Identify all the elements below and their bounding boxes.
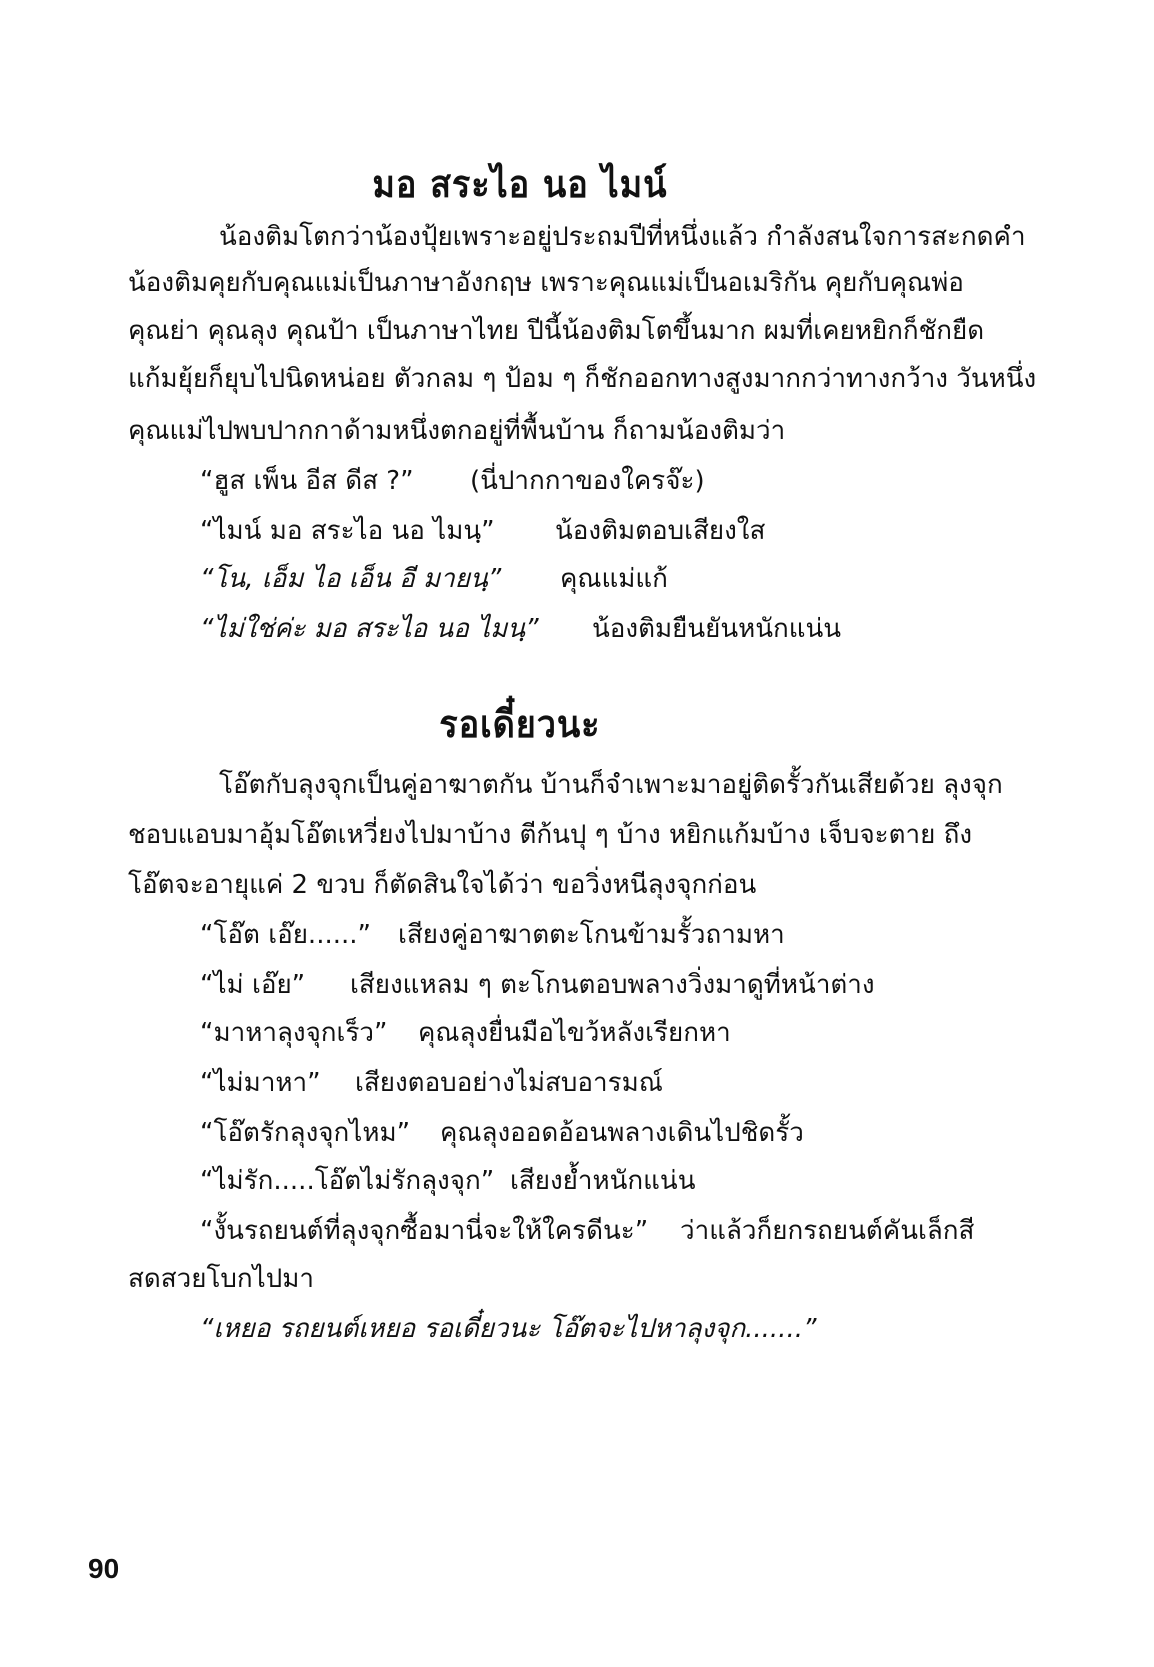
dialogue-reply: เสียงคู่อาฆาตตะโกนข้ามรั้วถามหา xyxy=(398,920,785,950)
dialogue-quote: “โอ๊ตรักลุงจุกไหม” xyxy=(200,1118,411,1148)
dialogue-reply: ว่าแล้วก็ยกรถยนต์คันเล็กสี xyxy=(680,1216,975,1246)
dialogue-reply: น้องติมยืนยันหนักแน่น xyxy=(592,614,842,644)
dialogue-quote: “ฮูส เพ็น อีส ดีส ?” xyxy=(200,466,414,496)
paragraph-line: คุณแม่ไปพบปากกาด้ามหนึ่งตกอยู่ที่พื้นบ้าน ก็ถามน้องติมว่า xyxy=(128,416,786,446)
dialogue-reply: คุณแม่แก้ xyxy=(560,564,668,594)
dialogue-reply: เสียงตอบอย่างไม่สบอารมณ์ xyxy=(355,1068,663,1098)
section-title-2: รอเดี๋ยวนะ xyxy=(439,702,601,746)
paragraph-line: น้องติมคุยกับคุณแม่เป็นภาษาอังกฤษ เพราะคุณแม่เป็นอเมริกัน คุยกับคุณพ่อ xyxy=(128,268,964,298)
dialogue-quote: “โน, เอ็ม ไอ เอ็น อี มายนฺ” xyxy=(200,564,502,594)
final-quote: “เหยอ รถยนต์เหยอ รอเดี๋ยวนะ โอ๊ตจะไปหาลุงจุก.......” xyxy=(200,1314,817,1344)
paragraph-line: ชอบแอบมาอุ้มโอ๊ตเหวี่ยงไปมาบ้าง ตีก้นปุ ๆ บ้าง หยิกแก้มบ้าง เจ็บจะตาย ถึง xyxy=(128,820,973,850)
dialogue-reply: (นี่ปากกาของใครจ๊ะ) xyxy=(470,466,705,496)
dialogue-reply: น้องติมตอบเสียงใส xyxy=(555,516,766,546)
dialogue-reply: เสียงย้ำหนักแน่น xyxy=(510,1166,696,1196)
paragraph-line: คุณย่า คุณลุง คุณป้า เป็นภาษาไทย ปีนี้น้องติมโตขึ้นมาก ผมที่เคยหยิกก็ชักยืด xyxy=(128,316,985,346)
paragraph-line xyxy=(219,220,1033,254)
dialogue-reply: เสียงแหลม ๆ ตะโกนตอบพลางวิ่งมาดูที่หน้าต่าง xyxy=(350,970,875,1000)
paragraph-line: แก้มยุ้ยก็ยุบไปนิดหน่อย ตัวกลม ๆ ป้อม ๆ ก็ชักออกทางสูงมากกว่าทางกว้าง วันหนึ่ง xyxy=(128,364,1037,394)
page-number: 90 xyxy=(88,1553,120,1584)
dialogue-quote: “งั้นรถยนต์ที่ลุงจุกซื้อมานี่จะให้ใครดีนะ” xyxy=(200,1216,649,1246)
paragraph-line: สดสวยโบกไปมา xyxy=(128,1264,314,1294)
dialogue-quote: “ไม่ใช่ค่ะ มอ สระไอ นอ ไมนฺ” xyxy=(200,614,539,644)
dialogue-quote: “โอ๊ต เอ๊ย......” xyxy=(200,920,371,950)
paragraph-line: โอ๊ตจะอายุแค่ 2 ขวบ ก็ตัดสินใจได้ว่า ขอวิ่งหนีลุงจุกก่อน xyxy=(128,870,757,900)
dialogue-quote: “มาหาลุงจุกเร็ว” xyxy=(200,1018,388,1048)
paragraph-line: โอ๊ตกับลุงจุกเป็นคู่อาฆาตกัน บ้านก็จำเพาะมาอยู่ติดรั้วกันเสียด้วย ลุงจุก xyxy=(219,770,1003,800)
dialogue-reply: คุณลุงออดอ้อนพลางเดินไปชิดรั้ว xyxy=(440,1118,804,1148)
dialogue-quote: “ไม่ เอ๊ย” xyxy=(200,970,306,1000)
dialogue-reply: คุณลุงยื่นมือไขว้หลังเรียกหา xyxy=(418,1018,731,1048)
paragraph-text: น้องติมโตกว่าน้องปุ้ยเพราะอยู่ประถมปีที่หนึ่งแล้ว กำลังสนใจการสะกดคำ xyxy=(219,222,1026,252)
dialogue-quote: “ไม่มาหา” xyxy=(200,1068,321,1098)
dialogue-quote: “ไม่รัก.....โอ๊ตไม่รักลุงจุก” xyxy=(200,1166,495,1196)
dialogue-quote: “ไมน์ มอ สระไอ นอ ไมนฺ” xyxy=(200,516,495,546)
section-title-1: มอ สระไอ นอ ไมน์ xyxy=(372,162,668,206)
